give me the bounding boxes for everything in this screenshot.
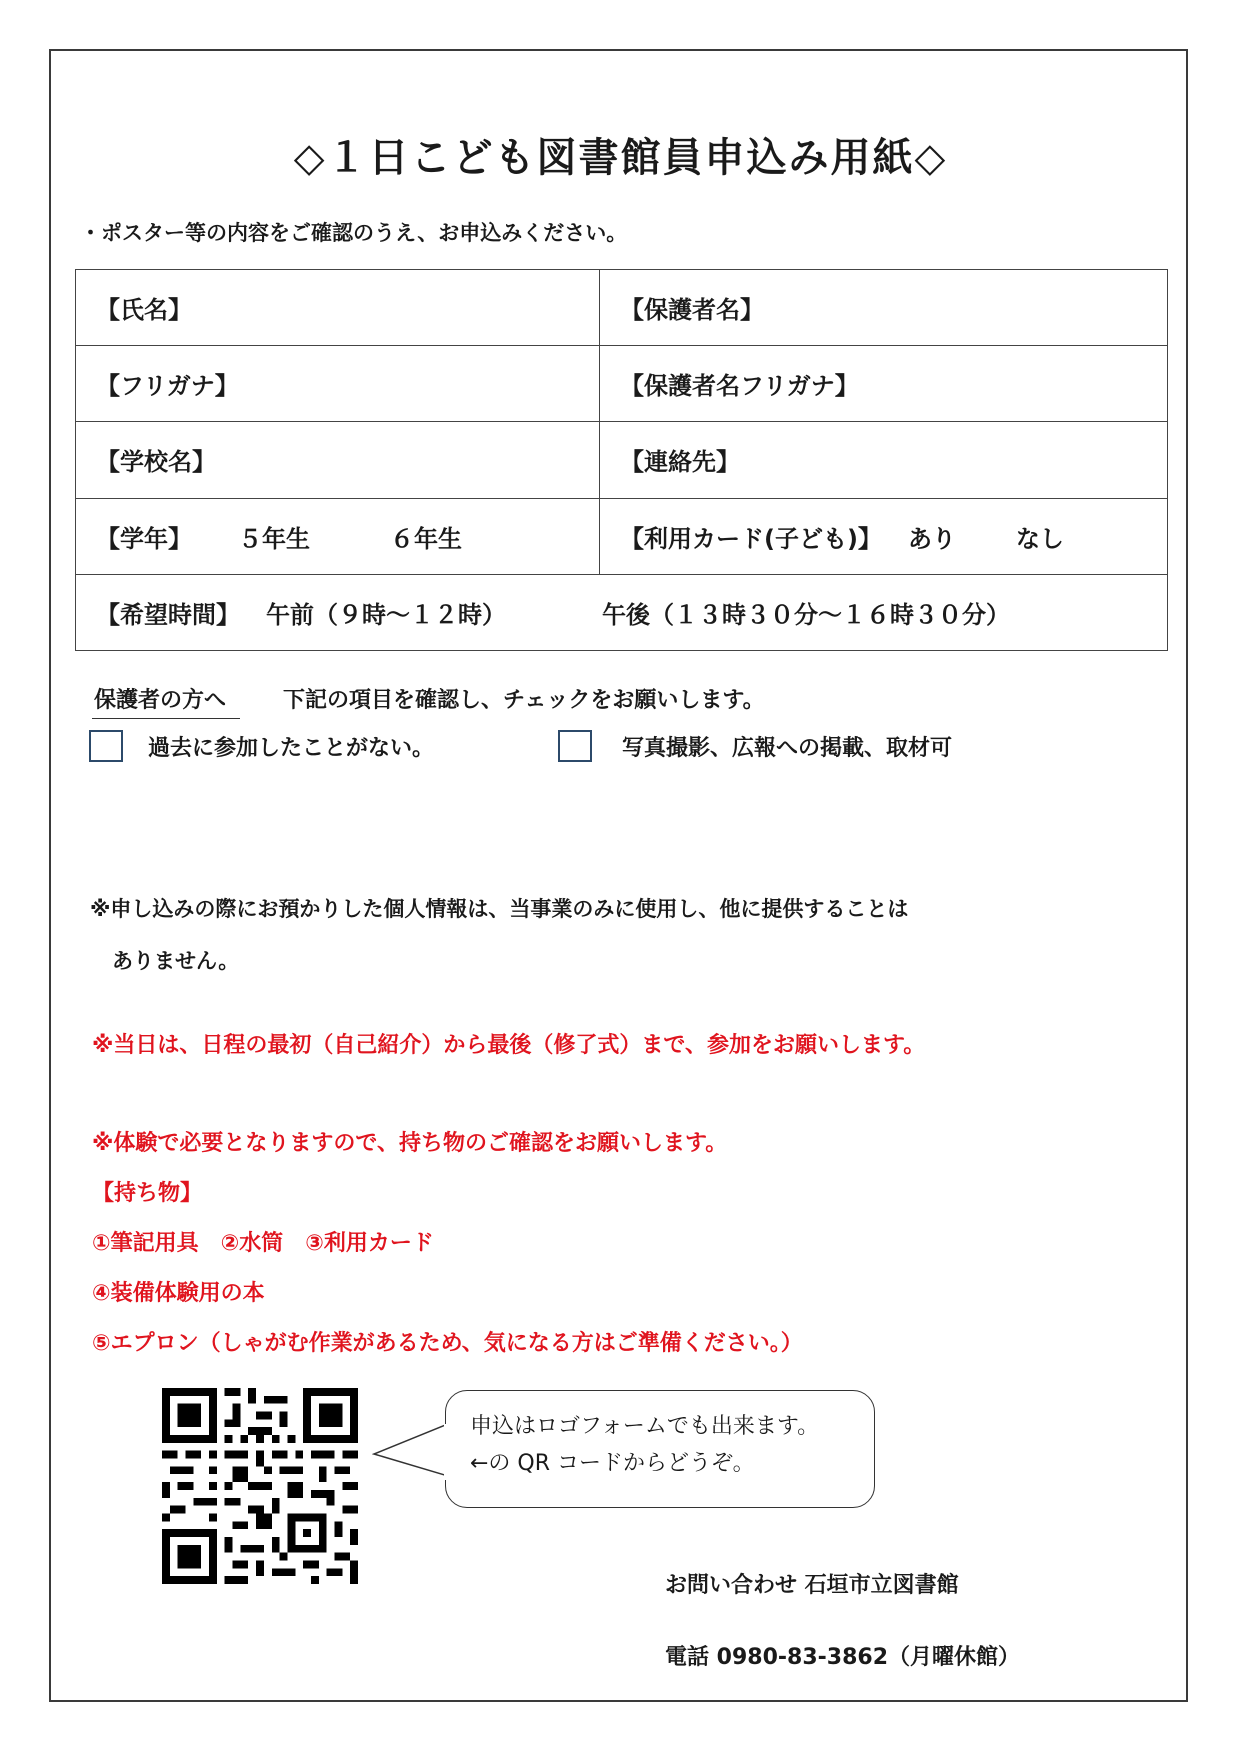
contact-field[interactable] [600, 422, 1168, 498]
phone-text: 電話 0980-83-3862（月曜休館） [665, 1645, 1020, 1670]
preferred-time-label: 【希望時間】 [96, 600, 240, 629]
bubble-line-1: 申込はロゴフォームでも出来ます。 [470, 1414, 820, 1439]
preferred-time-field [76, 574, 1168, 650]
intro-text: ・ポスター等の内容をご確認のうえ、お申込みください。 [80, 221, 628, 245]
grade-5-option[interactable]: ５年生 [238, 524, 310, 553]
school-label: 【学校名】 [96, 448, 216, 477]
belongings-item-line-3: ⑤エプロン（しゃがむ作業があるため、気になる方はご準備ください。） [92, 1331, 803, 1356]
privacy-line-2: ありません。 [112, 949, 240, 973]
belongings-item-line-1: ①筆記用具 ②水筒 ③利用カード [92, 1231, 434, 1256]
grade-field [76, 498, 600, 574]
contact-label: 【連絡先】 [620, 448, 740, 477]
belongings-note: ※体験で必要となりますので、持ち物のご確認をお願いします。 [92, 1131, 728, 1156]
checkbox-photo-consent-label: 写真撮影、広報への掲載、取材可 [622, 736, 953, 761]
time-am-option[interactable]: 午前（９時～１２時） [266, 600, 506, 629]
table-row [76, 574, 1168, 650]
checkbox-never-participated[interactable] [89, 730, 123, 762]
belongings-item-line-2: ④装備体験用の本 [92, 1281, 265, 1306]
name-field[interactable] [76, 270, 600, 346]
name-label: 【氏名】 [96, 296, 192, 325]
grade-label: 【学年】 [96, 524, 192, 553]
furigana-field[interactable] [76, 346, 600, 422]
privacy-line-1: ※申し込みの際にお預かりした個人情報は、当事業のみに使用し、他に提供することは [90, 897, 909, 921]
belongings-title: 【持ち物】 [92, 1181, 203, 1206]
card-yes-option[interactable]: あり [907, 524, 956, 553]
inquiry-text: お問い合わせ 石垣市立図書館 [665, 1573, 959, 1598]
table-row [76, 422, 1168, 498]
table-row [76, 270, 1168, 346]
speech-bubble-joint [444, 1424, 448, 1480]
guardian-notice-label: 保護者の方へ [92, 683, 240, 719]
table-row [76, 498, 1168, 574]
grade-6-option[interactable]: ６年生 [390, 524, 462, 553]
guardian-furigana-field[interactable] [600, 346, 1168, 422]
guardian-name-field[interactable] [600, 270, 1168, 346]
guardian-notice-text: 下記の項目を確認し、チェックをお願いします。 [283, 688, 765, 713]
qr-code-icon[interactable] [162, 1388, 358, 1584]
attendance-note: ※当日は、日程の最初（自己紹介）から最後（修了式）まで、参加をお願いします。 [92, 1033, 926, 1058]
library-card-label: 【利用カード(子ども)】 [620, 524, 882, 553]
form-title: ◇１日こども図書館員申込み用紙◇ [293, 135, 948, 181]
table-row [76, 346, 1168, 422]
time-pm-option[interactable]: 午後（１３時３０分～１６時３０分） [602, 600, 1010, 629]
checkbox-never-participated-label: 過去に参加したことがない。 [148, 736, 435, 761]
card-no-option[interactable]: なし [1015, 524, 1064, 553]
speech-bubble-text [470, 1408, 819, 1482]
guardian-furigana-label: 【保護者名フリガナ】 [620, 372, 859, 401]
privacy-notice [90, 883, 908, 987]
speech-bubble-tail [372, 1418, 448, 1488]
furigana-label: 【フリガナ】 [96, 372, 239, 401]
application-form-table [75, 269, 1168, 651]
bubble-line-2: ←の QR コードからどうぞ。 [470, 1451, 755, 1476]
guardian-name-label: 【保護者名】 [620, 296, 764, 325]
school-field[interactable] [76, 422, 600, 498]
checkbox-photo-consent[interactable] [558, 730, 592, 762]
library-card-field [600, 498, 1168, 574]
